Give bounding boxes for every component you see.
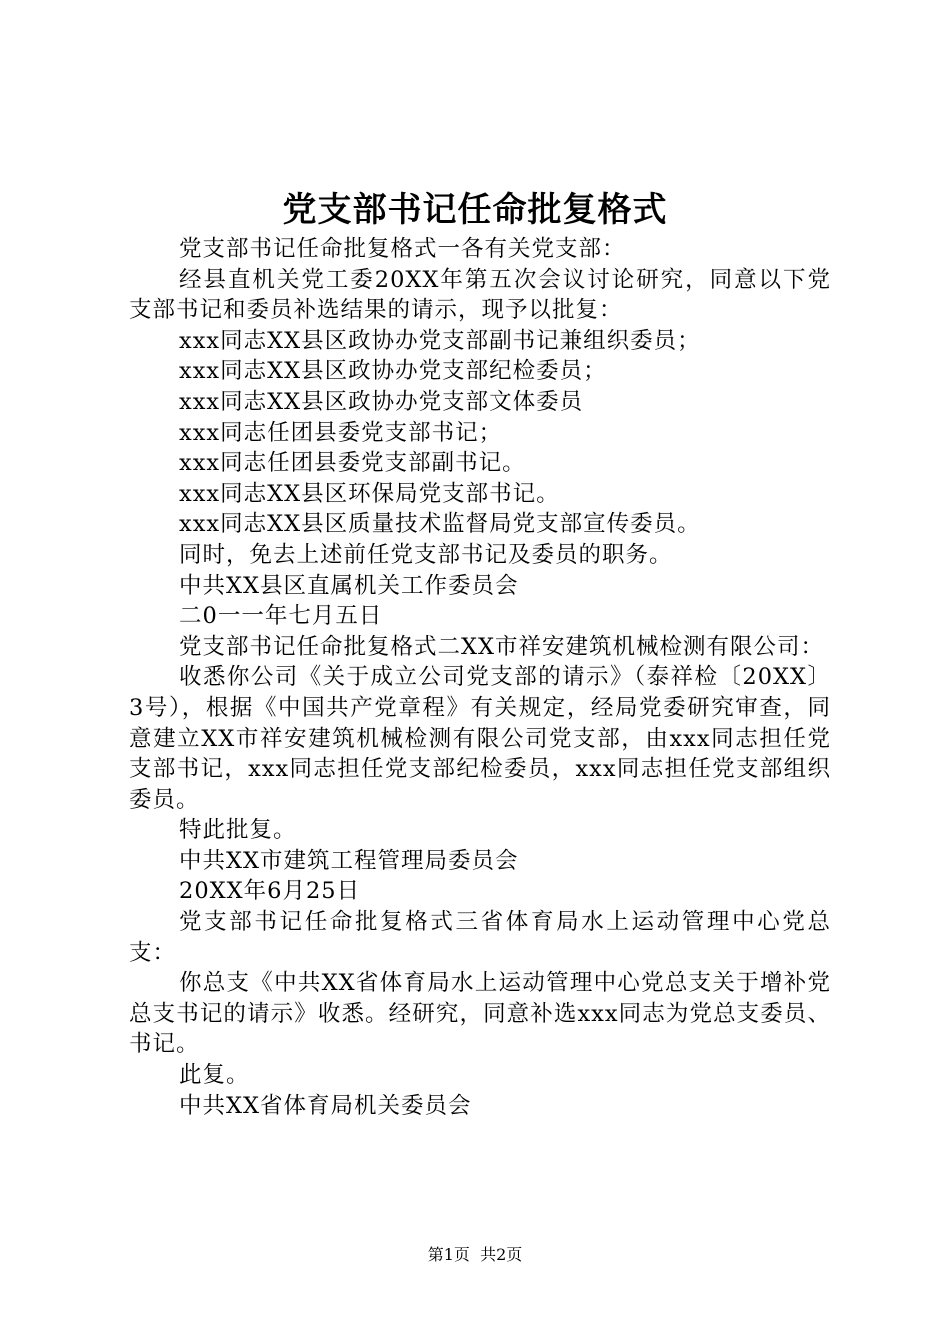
paragraph: 党支部书记任命批复格式一各有关党支部： [179,236,626,262]
paragraph: 党支部书记任命批复格式二XX市祥安建筑机械检测有限公司： [179,633,825,660]
paragraph: 收悉你公司《关于成立公司党支部的请示》（泰祥检〔20XX〕3号），根据《中国共产党章程》有关规定，经局党委研究审查，同意建立XX市祥安建筑机械检测有限公司党支部，由xxx同志担任党支部书记，xxx同志担任党支部纪检委员，xxx同志担任党支部组织委员。 [129,664,831,813]
paragraph: xxx同志XX县区政协办党支部副书记兼组织委员； [179,327,701,354]
signature-date: 20XX年6月25日 [179,878,361,905]
paragraph: 经县直机关党工委20XX年第五次会议讨论研究，同意以下党支部书记和委员补选结果的请示，现予以批复： [129,266,831,324]
page-number-footer: 第1页 共2页 [427,1245,523,1264]
paragraph: xxx同志XX县区政协办党支部文体委员 [179,388,584,415]
paragraph: 同时，免去上述前任党支部书记及委员的职务。 [179,541,673,568]
paragraph: xxx同志XX县区质量技术监督局党支部宣传委员。 [179,511,701,538]
paragraph: 党支部书记任命批复格式三省体育局水上运动管理中心党总支： [129,909,831,966]
paragraph: 你总支《中共XX省体育局水上运动管理中心党总支关于增补党总支书记的请示》收悉。经研究，同意补选xxx同志为党总支委员、书记。 [129,970,831,1058]
paragraph: xxx同志XX县区政协办党支部纪检委员； [179,358,607,385]
document-body [129,234,831,1121]
paragraph: 特此批复。 [179,817,297,844]
paragraph: xxx同志任团县委党支部副书记。 [179,450,526,477]
signature-org: 中共XX市建筑工程管理局委员会 [179,847,519,874]
paragraph: xxx同志任团县委党支部书记； [179,419,503,446]
signature-org: 中共XX省体育局机关委员会 [179,1092,472,1119]
paragraph: 此复。 [179,1062,250,1089]
paragraph: xxx同志XX县区环保局党支部书记。 [179,480,560,507]
signature-date: 二0一一年七月五日 [179,603,383,630]
signature-org: 中共XX县区直属机关工作委员会 [179,572,519,599]
document-title: 党支部书记任命批复格式 [282,190,668,230]
